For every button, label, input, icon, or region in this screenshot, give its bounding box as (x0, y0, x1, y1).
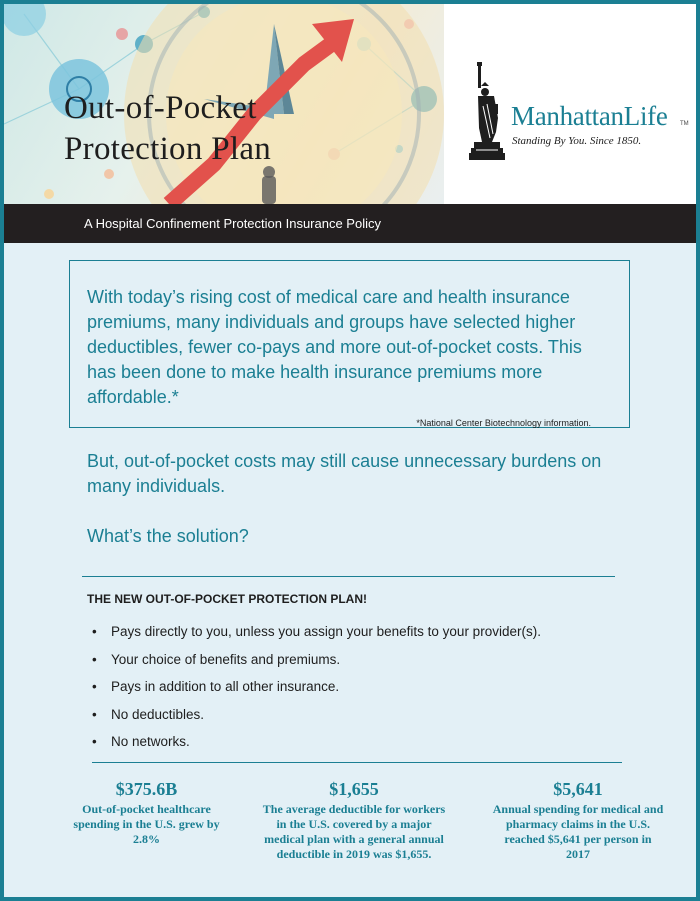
stat-value: $5,641 (553, 779, 603, 799)
stat-out-of-pocket (64, 776, 229, 847)
stat-value: $1,655 (329, 779, 379, 799)
statue-of-liberty-icon (468, 62, 508, 160)
stat-description: Annual spending for medical and pharmacy claims in the U.S. reached $5,641 per person in 2017 (492, 802, 664, 861)
title-line-1: Out-of-Pocket (64, 90, 257, 126)
intro-text: With today’s rising cost of medical care and health insurance premiums, many individuals and groups have selected higher deductibles, fewer co-pays and more out-of-pocket costs. This has been done to make health insurance premiums more affordable.* (87, 287, 582, 407)
divider-top (82, 576, 615, 577)
benefits-list (92, 624, 541, 762)
list-item: • Pays directly to you, unless you assign your benefits to your provider(s). (92, 624, 541, 652)
title-line-2: Protection Plan (64, 131, 272, 167)
solution-question: What’s the solution? (87, 526, 249, 546)
brand-name: ManhattanLife (511, 101, 668, 131)
divider-bottom (92, 762, 622, 763)
brand-trademark: TM (680, 121, 689, 127)
stat-description: The average deductible for workers in the U.S. covered by a major medical plan with a general annual deductible in 2019 was $1,655. (262, 802, 446, 861)
page-title (64, 88, 271, 170)
stat-value: $375.6B (115, 779, 178, 799)
list-item: • No networks. (92, 734, 541, 762)
list-item: • No deductibles. (92, 707, 541, 735)
stat-description: Out-of-pocket healthcare spending in the U.S. grew by 2.8% (73, 802, 220, 846)
brand-tagline: Standing By You. Since 1850. (512, 135, 642, 147)
stat-annual-spending (492, 776, 664, 862)
policy-banner: A Hospital Confinement Protection Insurance Policy (4, 204, 700, 243)
list-item: • Your choice of benefits and premiums. (92, 652, 541, 680)
burden-paragraph: But, out-of-pocket costs may still cause unnecessary burdens on many individuals. (87, 451, 602, 496)
logo-panel (444, 4, 700, 204)
plan-heading: THE NEW OUT-OF-POCKET PROTECTION PLAN! (87, 592, 367, 606)
footnote: *National Center Biotechnology information. (416, 418, 591, 428)
list-item: • Pays in addition to all other insurance. (92, 679, 541, 707)
stat-deductible (258, 776, 450, 862)
intro-box (69, 260, 630, 428)
hero-image (4, 4, 444, 204)
